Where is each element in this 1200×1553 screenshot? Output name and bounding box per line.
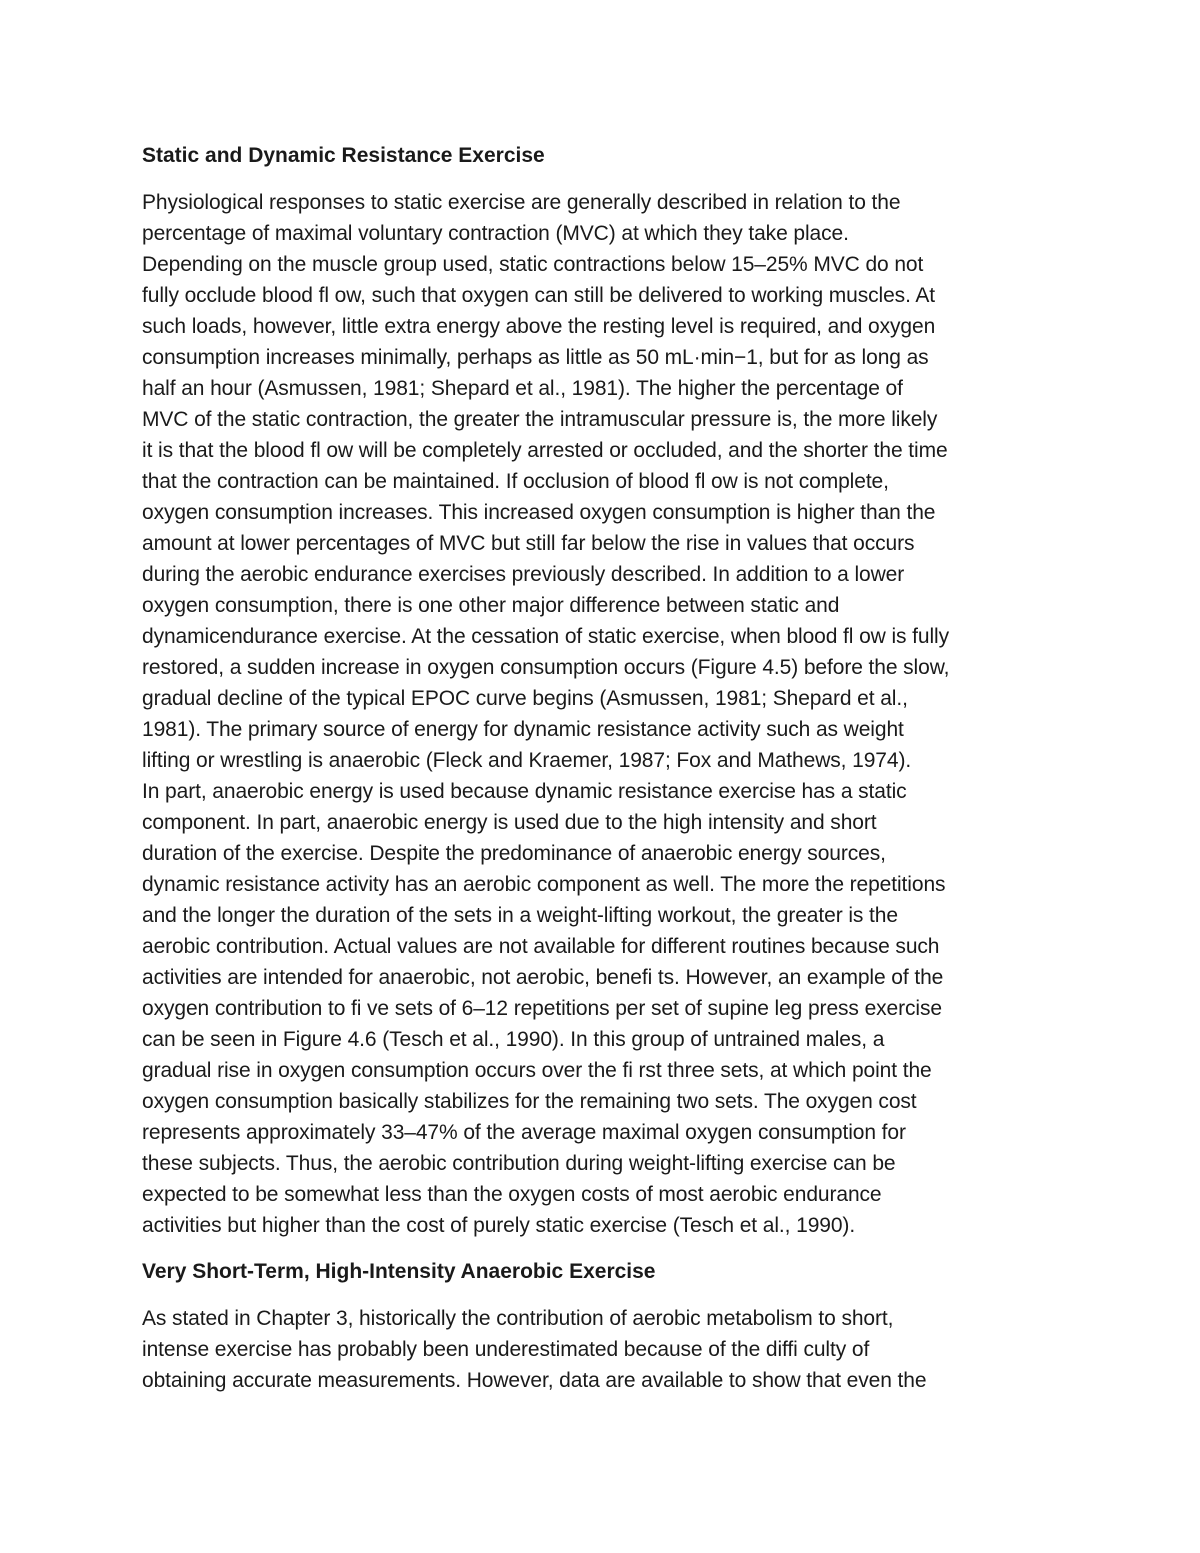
text-line: dynamicendurance exercise. At the cessation of static exercise, when blood fl ow is fully [142,625,950,648]
text-line: duration of the exercise. Despite the predominance of anaerobic energy sources, [142,842,886,865]
text-line: represents approximately 33–47% of the average maximal oxygen consumption for [142,1121,906,1144]
text-line: fully occlude blood fl ow, such that oxygen can still be delivered to working muscles. At [142,284,936,307]
text-line: obtaining accurate measurements. However, data are available to show that even the [142,1369,927,1392]
text-line: dynamic resistance activity has an aerobic component as well. The more the repetitions [142,873,946,896]
text-line: such loads, however, little extra energy above the resting level is required, and oxygen [142,315,936,338]
text-line: that the contraction can be maintained. If occlusion of blood fl ow is not complete, [142,470,889,493]
text-line: aerobic contribution. Actual values are not available for different routines because such [142,935,940,958]
text-line: Physiological responses to static exercise are generally described in relation to the [142,191,901,214]
text-line: percentage of maximal voluntary contraction (MVC) at which they take place. [142,222,849,245]
text-line: intense exercise has probably been underestimated because of the diffi culty of [142,1338,870,1361]
text-line: In part, anaerobic energy is used because dynamic resistance exercise has a static [142,780,907,803]
text-line: amount at lower percentages of MVC but still far below the rise in values that occurs [142,532,915,555]
text-line: lifting or wrestling is anaerobic (Fleck and Kraemer, 1987; Fox and Mathews, 1974). [142,749,912,772]
text-line: As stated in Chapter 3, historically the contribution of aerobic metabolism to short, [142,1307,894,1330]
text-line: consumption increases minimally, perhaps as little as 50 mL·min−1, but for as long as [142,346,929,369]
section-heading: Static and Dynamic Resistance Exercise [142,144,545,167]
text-line: oxygen consumption, there is one other major difference between static and [142,594,840,617]
text-line: oxygen consumption increases. This increased oxygen consumption is higher than the [142,501,936,524]
text-line: these subjects. Thus, the aerobic contribution during weight-lifting exercise can be [142,1152,896,1175]
text-line: and the longer the duration of the sets in a weight-lifting workout, the greater is the [142,904,898,927]
text-line: during the aerobic endurance exercises previously described. In addition to a lower [142,563,905,586]
text-line: activities but higher than the cost of purely static exercise (Tesch et al., 1990). [142,1214,856,1237]
paragraph [142,187,1072,1241]
text-line: oxygen consumption basically stabilizes for the remaining two sets. The oxygen cost [142,1090,917,1113]
text-line: can be seen in Figure 4.6 (Tesch et al., 1990). In this group of untrained males, a [142,1028,885,1051]
paragraph [142,1303,1072,1396]
text-line: restored, a sudden increase in oxygen consumption occurs (Figure 4.5) before the slow, [142,656,950,679]
document-page [142,140,1072,1396]
text-line: it is that the blood fl ow will be completely arrested or occluded, and the shorter the time [142,439,948,462]
text-line: oxygen contribution to fi ve sets of 6–12 repetitions per set of supine leg press exercise [142,997,942,1020]
section-heading: Very Short-Term, High-Intensity Anaerobic Exercise [142,1260,656,1283]
text-line: half an hour (Asmussen, 1981; Shepard et al., 1981). The higher the percentage of [142,377,903,400]
text-line: activities are intended for anaerobic, not aerobic, benefi ts. However, an example of the [142,966,944,989]
text-line: gradual decline of the typical EPOC curve begins (Asmussen, 1981; Shepard et al., [142,687,908,710]
text-line: expected to be somewhat less than the oxygen costs of most aerobic endurance [142,1183,882,1206]
text-line: MVC of the static contraction, the greater the intramuscular pressure is, the more likely [142,408,938,431]
text-line: 1981). The primary source of energy for dynamic resistance activity such as weight [142,718,904,741]
text-line: Depending on the muscle group used, static contractions below 15–25% MVC do not [142,253,924,276]
text-line: component. In part, anaerobic energy is used due to the high intensity and short [142,811,877,834]
text-line: gradual rise in oxygen consumption occurs over the fi rst three sets, at which point the [142,1059,932,1082]
